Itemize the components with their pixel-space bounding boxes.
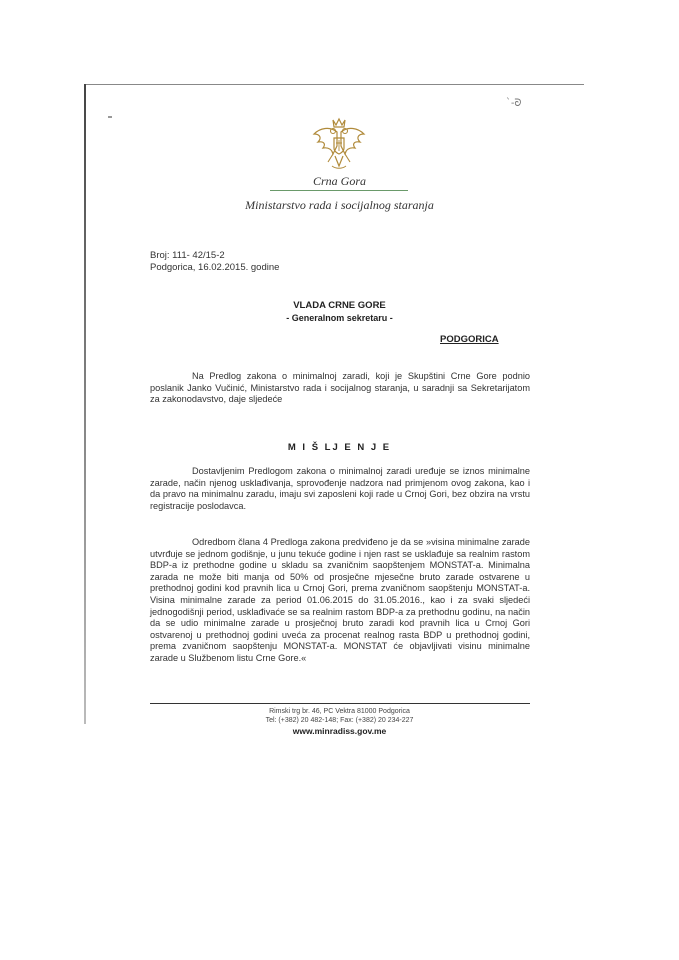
scan-artifact-speck [108,116,112,118]
footer-phone: Tel: (+382) 20 482-148; Fax: (+382) 20 234-227 [265,717,414,724]
footer [0,707,679,737]
body-paragraph-1: Dostavljenim Predlogom zakona o minimalnoj zaradi uređuje se iznos minimalne zarade, način njenog usklađivanja, sprovođenje nadzora nad primjenom ovog zakona, kao i da pravo na minimalnu zaradu, imaju svi zaposleni koji rade u Crnoj Gori, bez obzira na vrstu registracije poslodavca. [150,466,530,511]
footer-address: Rimski trg br. 46, PC Vektra 81000 Podgorica [269,708,410,715]
document-place-date: Podgorica, 16.02.2015. godine [150,262,280,273]
document-number: Broj: 111- 42/15-2 [150,250,225,261]
footer-divider [150,703,530,704]
addressee-name: VLADA CRNE GORE [293,300,386,311]
addressee-block [0,300,679,324]
footer-website-link[interactable]: www.minradiss.gov.me [292,726,387,736]
document-meta [150,250,279,274]
scan-edge-top [84,84,584,85]
scan-artifact-mark: ˋ-ᘐ [506,98,522,109]
coat-of-arms-icon [306,116,372,176]
addressee-city: PODGORICA [440,334,499,345]
addressee-recipient: - Generalnom sekretaru - [286,313,393,323]
header-divider [270,190,408,191]
body-paragraph-2: Odredbom člana 4 Predloga zakona predviđeno je da se »visina minimalne zarade utvrđuje se jednom godišnje, u junu tekuće godine i njen rast se usklađuje sa realnim rastom BDP-a iz prethodne godine u skladu sa zvaničnim saopštenjem MONSTAT-a. Minimalna zarada ne može biti manja od 50% od prosječne mjesečne bruto zarade ostvarene u prethodnoj godini kod pravnih lica u Crnoj Gori, prema zvaničnom saopštenju MONSTAT-a. Visina minimalne zarade za period 01.06.2015 do 31.05.2016., kao i za svaki sljedeći jednogodišnji period, usklađivaće se sa realnim rastom BDP-a za prethodnu godinu, na način da se udio minimalne zarade u prosječnoj bruto zaradi kod pravnih lica u Crnoj Gori ostvarenoj u prethodnoj godini uveća za procenat realnog rasta BDP u prethodnoj godini, prema zvaničnom saopštenju MONSTAT-a. MONSTAT će objavljivati visinu minimalne zarade u Službenom listu Crne Gore.« [150,537,530,663]
ministry-name: Ministarstvo rada i socijalnog staranja [245,198,434,212]
intro-paragraph: Na Predlog zakona o minimalnoj zaradi, koji je Skupštini Crne Gore podnio poslanik Janko Vučinić, Ministarstvo rada i socijalnog staranja, u saradnji sa Sekretarijatom za zakonodavstvo, daje sljedeće [150,371,530,405]
opinion-heading: M I Š LJ E N J E [287,442,392,453]
country-name: Crna Gora [312,174,366,188]
